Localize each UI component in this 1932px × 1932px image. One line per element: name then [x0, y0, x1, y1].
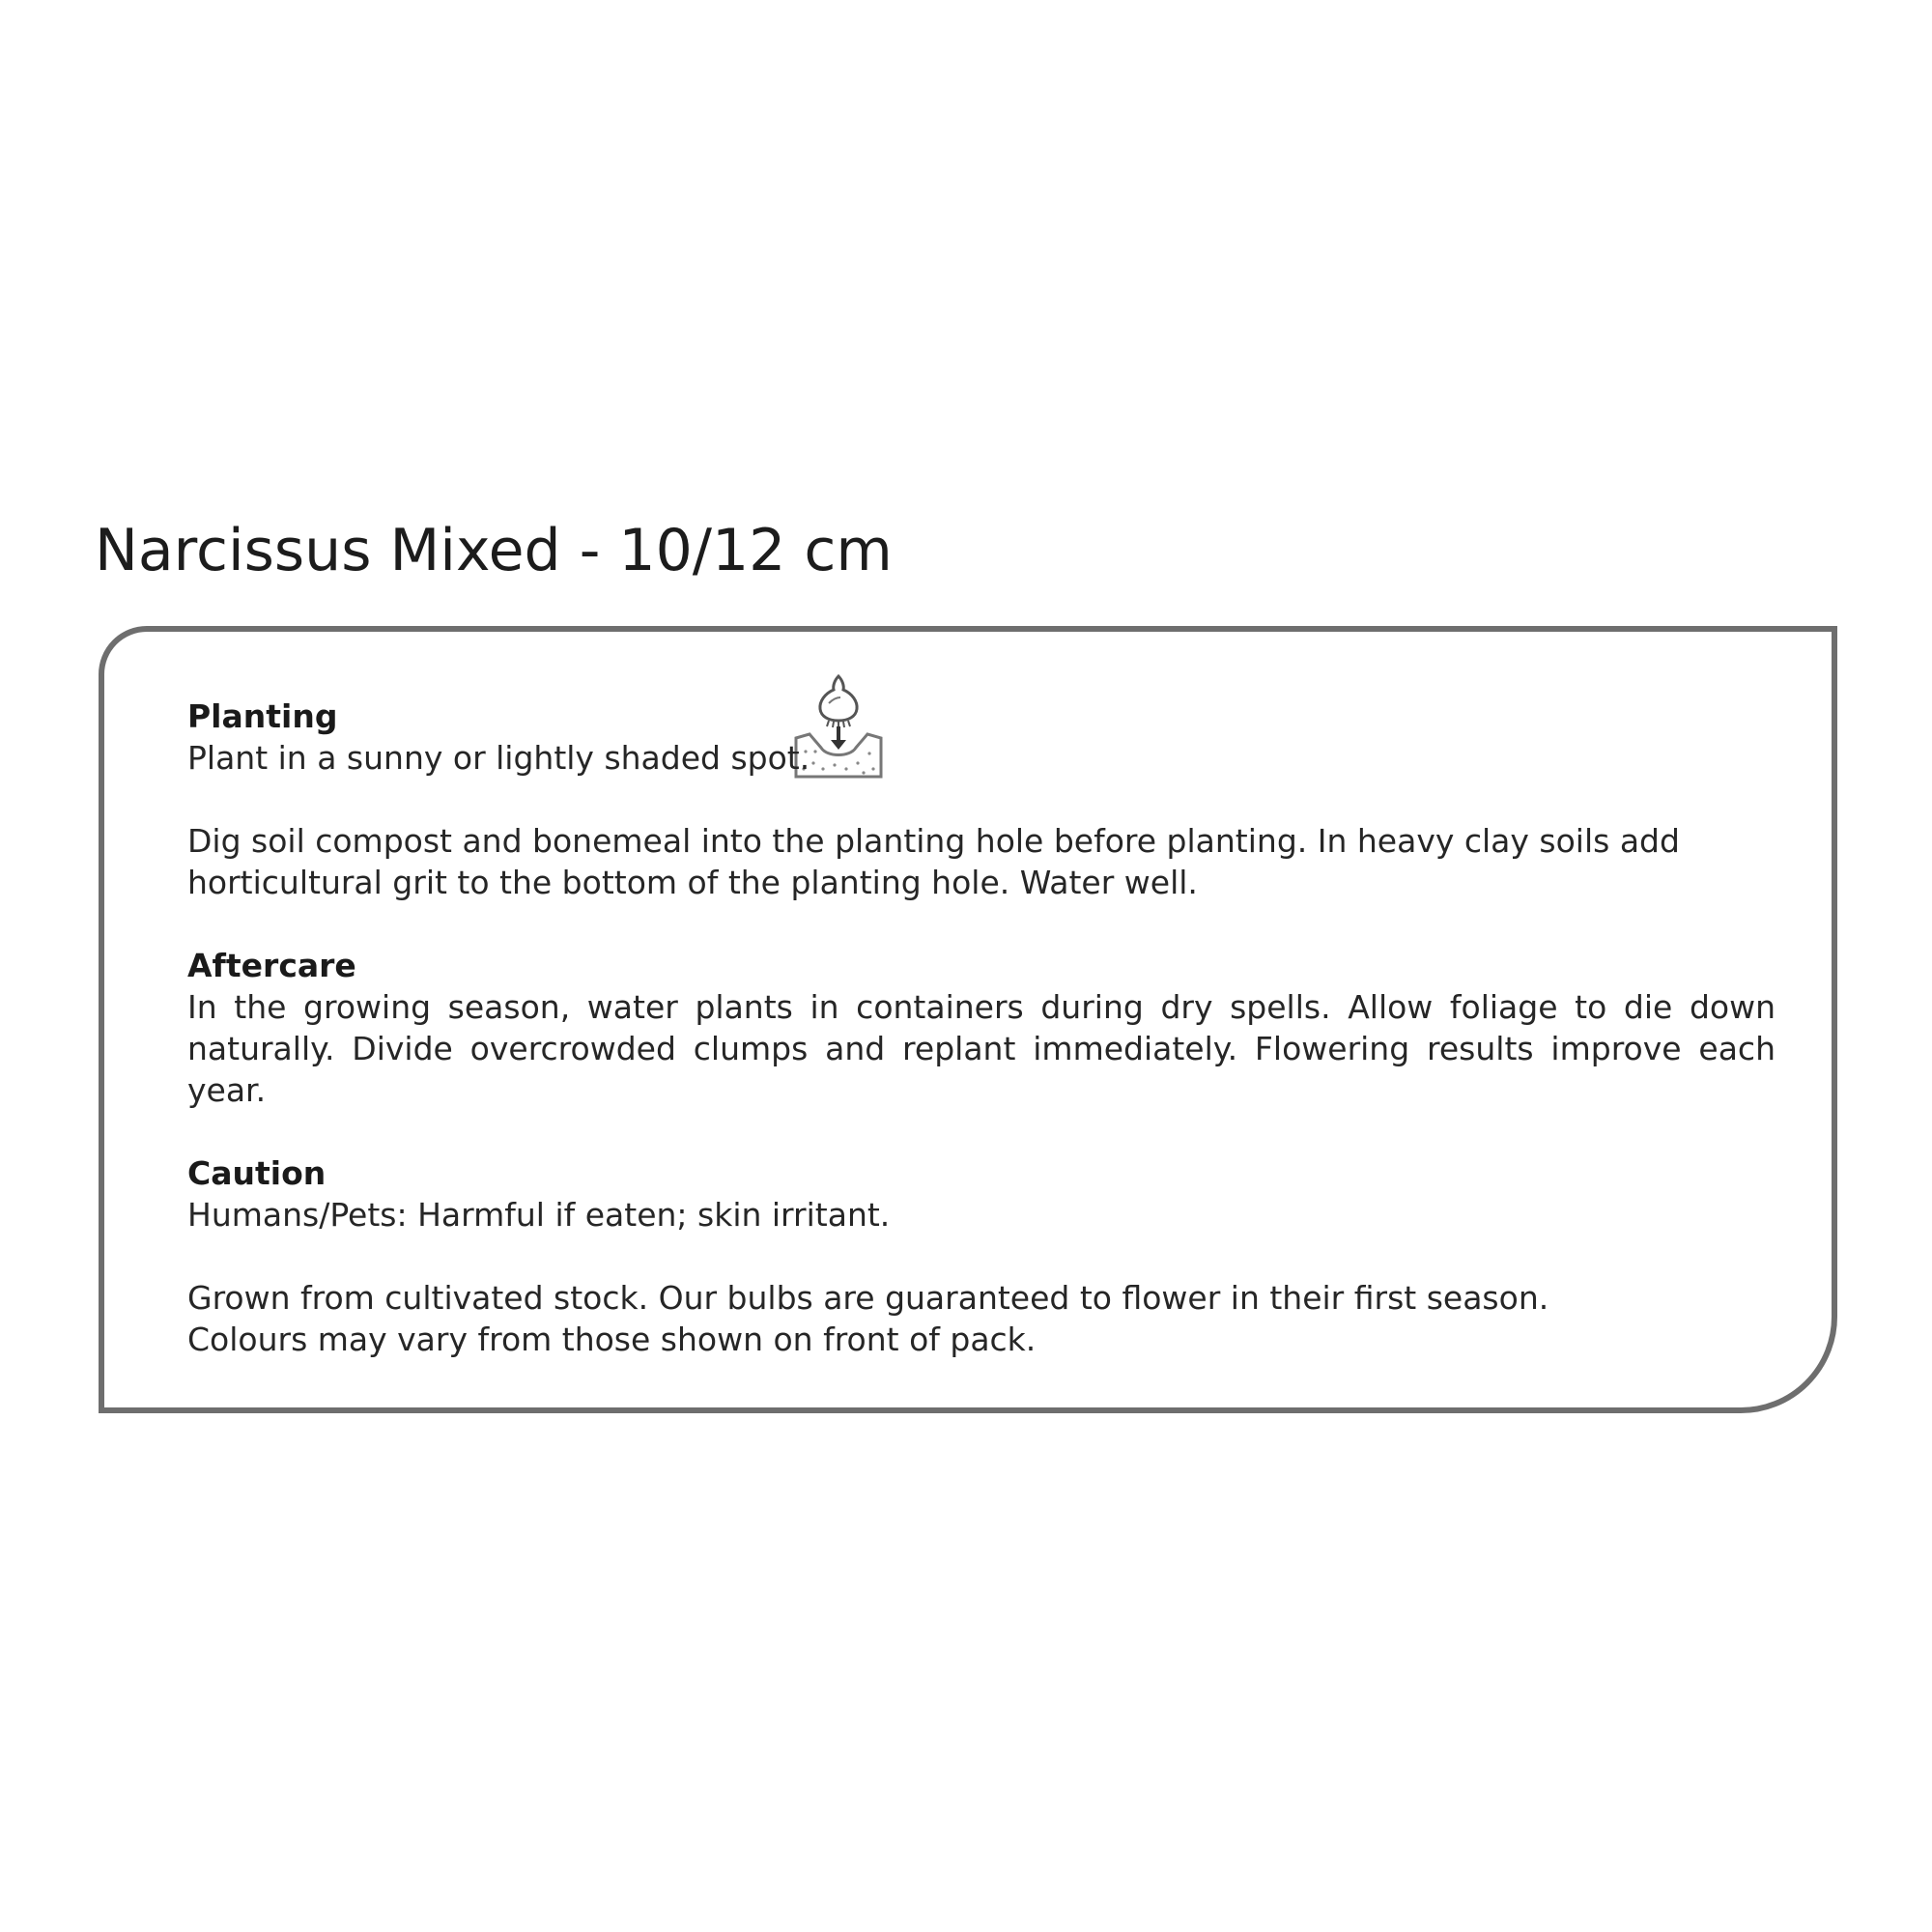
page-title: Narcissus Mixed - 10/12 cm: [95, 517, 893, 584]
instructions-content: [187, 696, 1776, 1360]
aftercare-text: In the growing season, water plants in containers during dry spells. Allow foliage to die down naturally. Divide overcrowded clumps and replant immediately. Flowering results improve each year.: [187, 988, 1776, 1109]
instructions-panel: [99, 626, 1837, 1413]
caution-text: Humans/Pets: Harmful if eaten; skin irritant.: [187, 1196, 891, 1234]
planting-text-1: Plant in a sunny or lightly shaded spot.: [187, 739, 810, 777]
footer-text-1: Grown from cultivated stock. Our bulbs are guaranteed to flower in their first season.: [187, 1279, 1549, 1317]
planting-text-2: Dig soil compost and bonemeal into the planting hole before planting. In heavy clay soils add horticultural grit to the bottom of the planting hole. Water well.: [187, 822, 1680, 901]
caution-heading: Caution: [187, 1154, 327, 1192]
planting-heading: Planting: [187, 697, 338, 735]
footer-text-2: Colours may vary from those shown on front of pack.: [187, 1321, 1037, 1358]
aftercare-heading: Aftercare: [187, 947, 356, 984]
